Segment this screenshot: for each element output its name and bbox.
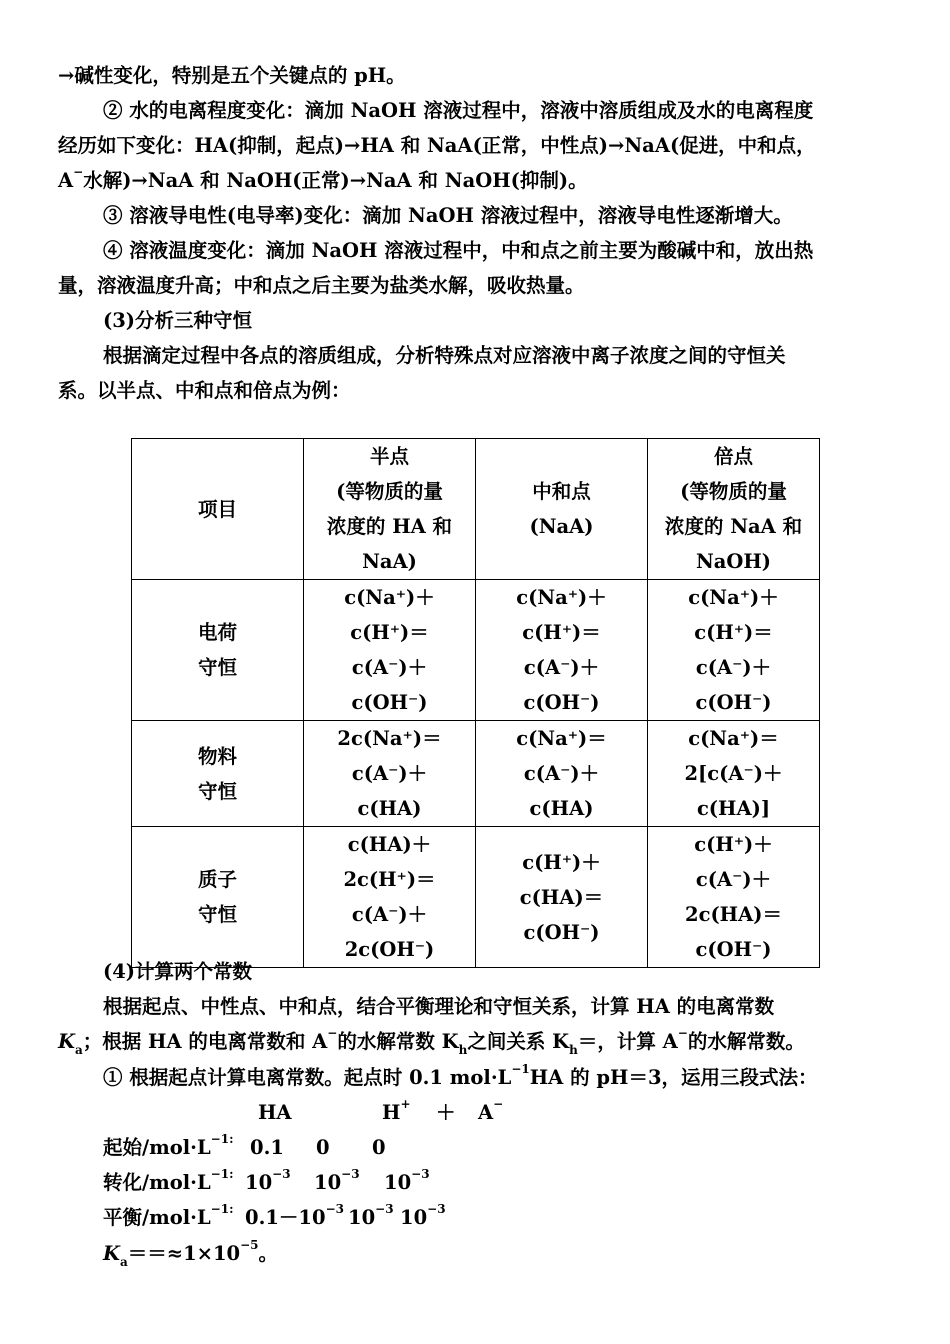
paragraph-line: $K_a$；根据 HA 的电离常数和 A−的水解常数 $K_h$之间关系 $K_h=$，计算 A−的水解常数。: [58, 1026, 805, 1057]
table-row-proton: [132, 827, 820, 968]
paragraph-line: 根据起点、中性点、中和点，结合平衡理论和守恒关系，计算 HA 的电离常数: [103, 995, 775, 1018]
equilibrium-h: $10^{-3}$: [348, 1202, 394, 1229]
table-row-charge: [132, 580, 820, 721]
paragraph-line: 根据滴定过程中各点的溶质组成，分析特殊点对应溶液中离子浓度之间的守恒关: [103, 344, 786, 367]
cell: c(Na⁺)＋ c(H⁺)＝ c(A⁻)＋ c(OH⁻): [648, 580, 820, 721]
plus-sign: ＋: [436, 1101, 456, 1124]
table-header-row: [132, 439, 820, 580]
paragraph-line: ③ 溶液导电性(电导率)变化：滴加 NaOH 溶液过程中，溶液导电性逐渐增大。: [103, 204, 793, 227]
cell: c(Na⁺)＝ c(A⁻)＋ c(HA): [476, 721, 648, 827]
paragraph-line: 系。以半点、中和点和倍点为例：: [58, 379, 351, 402]
table-row-material: [132, 721, 820, 827]
cell: c(HA)＋ 2c(H⁺)＝ c(A⁻)＋ 2c(OH⁻): [304, 827, 476, 968]
change-a: $10^{-3}$: [384, 1167, 430, 1194]
species-h: H+: [382, 1097, 411, 1124]
paragraph-line: ② 水的电离程度变化：滴加 NaOH 溶液过程中，溶液中溶质组成及水的电离程度: [103, 99, 814, 122]
row-label: 质子 守恒: [132, 827, 304, 968]
row-change-label: 转化$/mol\cdot L^{-1:}$: [103, 1167, 234, 1194]
paragraph-line: A−水解)→NaA 和 NaOH(正常)→NaA 和 NaOH(抑制)。: [58, 165, 588, 192]
cell: c(H⁺)＋ c(A⁻)＋ 2c(HA)＝ c(OH⁻): [648, 827, 820, 968]
section-heading: (4)计算两个常数: [103, 960, 253, 983]
cell: 2c(Na⁺)＝ c(A⁻)＋ c(HA): [304, 721, 476, 827]
cell: c(H⁺)＋ c(HA)＝ c(OH⁻): [476, 827, 648, 968]
row-start-label: 起始$/mol\cdot L^{-1:}$: [103, 1132, 234, 1159]
paragraph-line: 经历如下变化：HA(抑制，起点)→HA 和 NaA(正常，中性点)→NaA(促进，中和点，: [58, 134, 816, 157]
cell: c(Na⁺)＋ c(H⁺)＝ c(A⁻)＋ c(OH⁻): [304, 580, 476, 721]
row-label: 电荷 守恒: [132, 580, 304, 721]
paragraph-line: 量，溶液温度升高；中和点之后主要为盐类水解，吸收热量。: [58, 274, 585, 297]
header-neutral-point: 中和点 (NaA): [476, 439, 648, 580]
conservation-table: [131, 438, 820, 968]
paragraph-line: ① 根据起点计算电离常数。起点时 0.1 $mol\cdot L^{-1}HA$ 的 pH＝3，运用三段式法：: [103, 1062, 818, 1089]
start-ha: 0.1: [250, 1136, 284, 1159]
cell: c(Na⁺)＋ c(H⁺)＝ c(A⁻)＋ c(OH⁻): [476, 580, 648, 721]
start-a: 0: [372, 1136, 386, 1159]
start-h: 0: [316, 1136, 330, 1159]
header-double-point: 倍点 (等物质的量 浓度的 NaA 和 NaOH): [648, 439, 820, 580]
species-a: A−: [478, 1097, 504, 1124]
cell: c(Na⁺)＝ 2[c(A⁻)＋ c(HA)]: [648, 721, 820, 827]
section-heading: (3)分析三种守恒: [103, 309, 253, 332]
paragraph-line: →碱性变化，特别是五个关键点的 pH。: [58, 64, 406, 87]
ka-result: $K_a==\approx 1\times 10^{-5}$。: [103, 1238, 279, 1269]
equilibrium-a: $10^{-3}$: [400, 1202, 446, 1229]
paragraph-line: ④ 溶液温度变化：滴加 NaOH 溶液过程中，中和点之前主要为酸碱中和，放出热: [103, 239, 814, 262]
change-h: $10^{-3}$: [314, 1167, 360, 1194]
row-label: 物料 守恒: [132, 721, 304, 827]
header-item: 项目: [132, 439, 304, 580]
equilibrium-ha: $0.1-10^{-3}$: [245, 1202, 344, 1229]
row-equilibrium-label: 平衡$/mol\cdot L^{-1:}$: [103, 1202, 234, 1229]
change-ha: $10^{-3}$: [245, 1167, 291, 1194]
species-ha: HA: [258, 1101, 292, 1124]
header-half-point: 半点 (等物质的量 浓度的 HA 和 NaA): [304, 439, 476, 580]
